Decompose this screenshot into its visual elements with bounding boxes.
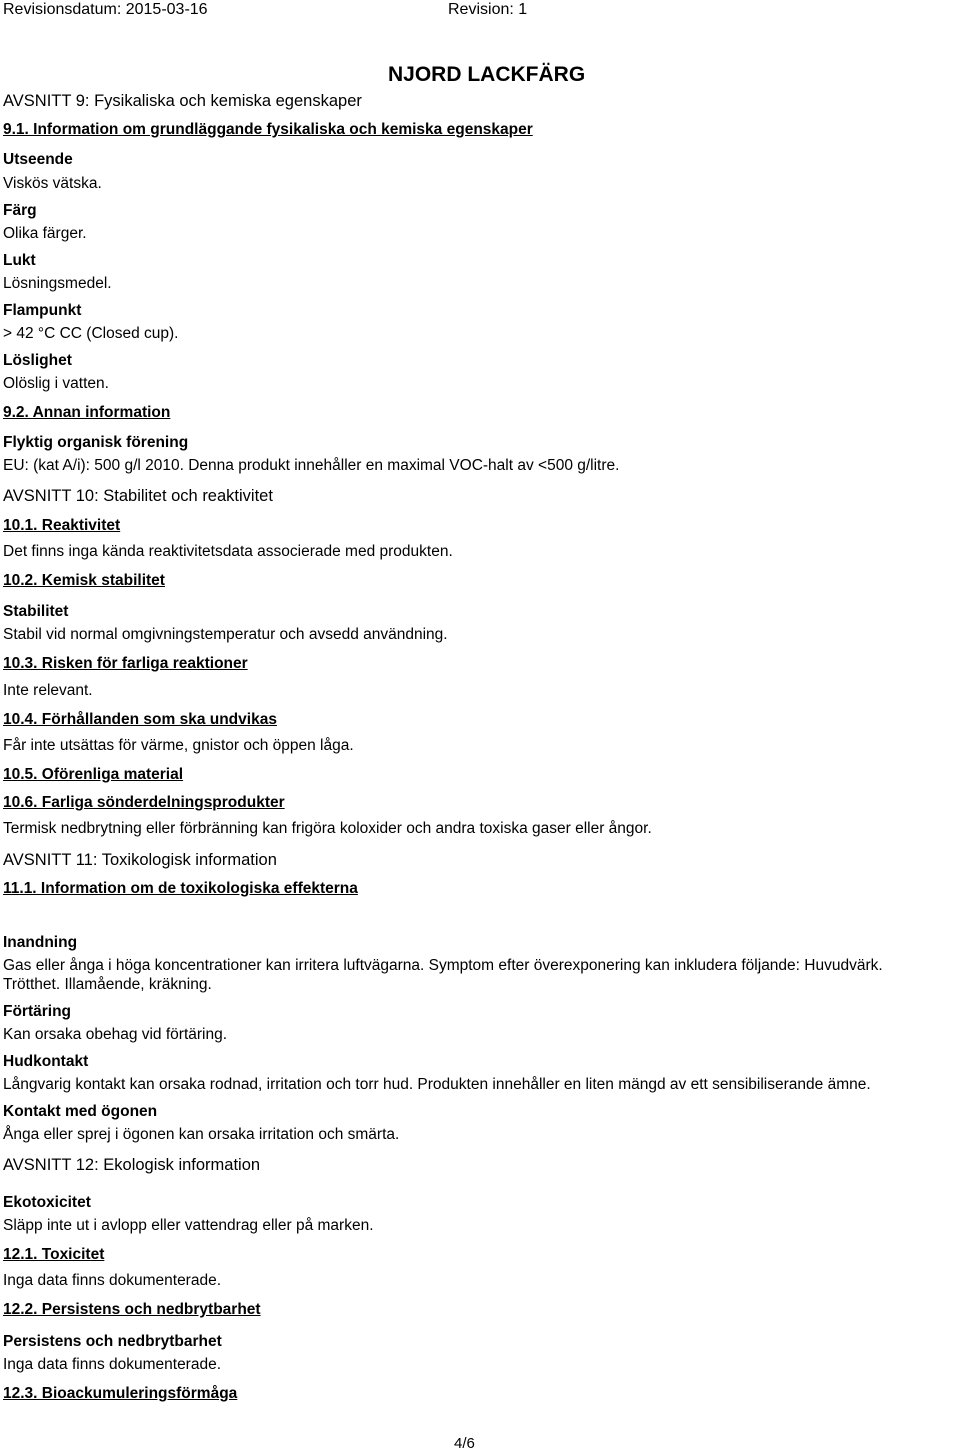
eye-contact-label: Kontakt med ögonen bbox=[3, 1103, 158, 1120]
section-11-1-heading: 11.1. Information om de toxikologiska effekterna bbox=[3, 880, 358, 897]
page-number: 4/6 bbox=[454, 1435, 475, 1452]
section-10-5-heading: 10.5. Oförenliga material bbox=[3, 766, 184, 783]
section-9-2-heading: 9.2. Annan information bbox=[3, 404, 171, 421]
flashpoint-label: Flampunkt bbox=[3, 302, 82, 319]
section-12-1-heading: 12.1. Toxicitet bbox=[3, 1246, 105, 1263]
color-label: Färg bbox=[3, 202, 37, 219]
decomposition-text: Termisk nedbrytning eller förbränning kan frigöra koloxider och andra toxiska gaser eller ångor. bbox=[3, 820, 652, 837]
eye-contact-text: Ånga eller sprej i ögonen kan orsaka irritation och smärta. bbox=[3, 1126, 400, 1143]
skin-contact-text: Långvarig kontakt kan orsaka rodnad, irritation och torr hud. Produkten innehåller en liten mängd av ett sensibiliserande ämne. bbox=[3, 1076, 871, 1093]
revision-number: Revision: 1 bbox=[448, 1, 528, 18]
voc-label: Flyktig organisk förening bbox=[3, 434, 189, 451]
section-10-2-heading: 10.2. Kemisk stabilitet bbox=[3, 572, 165, 589]
section-10-4-heading: 10.4. Förhållanden som ska undvikas bbox=[3, 711, 277, 728]
section-9-title: AVSNITT 9: Fysikaliska och kemiska egenskaper bbox=[3, 92, 362, 110]
section-9-1-heading: 9.1. Information om grundläggande fysikaliska och kemiska egenskaper bbox=[3, 121, 533, 138]
inhalation-text-line-2: Trötthet. Illamående, kräkning. bbox=[3, 976, 212, 993]
ecotoxicity-label: Ekotoxicitet bbox=[3, 1194, 91, 1211]
section-10-title: AVSNITT 10: Stabilitet och reaktivitet bbox=[3, 487, 273, 505]
voc-value: EU: (kat A/i): 500 g/l 2010. Denna produkt innehåller en maximal VOC-halt av <500 g/litre. bbox=[3, 457, 620, 474]
odor-label: Lukt bbox=[3, 252, 36, 269]
odor-value: Lösningsmedel. bbox=[3, 275, 112, 292]
section-12-title: AVSNITT 12: Ekologisk information bbox=[3, 1156, 261, 1174]
section-10-1-heading: 10.1. Reaktivitet bbox=[3, 517, 121, 534]
conditions-to-avoid-text: Får inte utsättas för värme, gnistor och öppen låga. bbox=[3, 737, 354, 754]
section-12-2-heading: 12.2. Persistens och nedbrytbarhet bbox=[3, 1301, 261, 1318]
flashpoint-value: > 42 °C CC (Closed cup). bbox=[3, 325, 179, 342]
appearance-label: Utseende bbox=[3, 151, 73, 168]
stability-label: Stabilitet bbox=[3, 603, 69, 620]
ingestion-label: Förtäring bbox=[3, 1003, 72, 1020]
inhalation-text-line-1: Gas eller ånga i höga koncentrationer kan irritera luftvägarna. Symptom efter överexponering kan inkludera följande: Huvudvärk. bbox=[3, 957, 883, 974]
toxicity-text: Inga data finns dokumenterade. bbox=[3, 1272, 222, 1289]
section-10-3-heading: 10.3. Risken för farliga reaktioner bbox=[3, 655, 248, 672]
reactivity-text: Det finns inga kända reaktivitetsdata associerade med produkten. bbox=[3, 543, 453, 560]
section-12-3-heading: 12.3. Bioackumuleringsförmåga bbox=[3, 1385, 238, 1402]
hazardous-reactions-text: Inte relevant. bbox=[3, 682, 93, 699]
solubility-label: Löslighet bbox=[3, 352, 72, 369]
inhalation-label: Inandning bbox=[3, 934, 78, 951]
skin-contact-label: Hudkontakt bbox=[3, 1053, 89, 1070]
persistence-text: Inga data finns dokumenterade. bbox=[3, 1356, 222, 1373]
ingestion-text: Kan orsaka obehag vid förtäring. bbox=[3, 1026, 228, 1043]
ecotoxicity-text: Släpp inte ut i avlopp eller vattendrag eller på marken. bbox=[3, 1217, 374, 1234]
stability-text: Stabil vid normal omgivningstemperatur och avsedd användning. bbox=[3, 626, 448, 643]
section-11-title: AVSNITT 11: Toxikologisk information bbox=[3, 851, 277, 869]
color-value: Olika färger. bbox=[3, 225, 87, 242]
appearance-value: Viskös vätska. bbox=[3, 175, 102, 192]
product-title: NJORD LACKFÄRG bbox=[388, 63, 586, 86]
section-10-6-heading: 10.6. Farliga sönderdelningsprodukter bbox=[3, 794, 285, 811]
persistence-label: Persistens och nedbrytbarhet bbox=[3, 1333, 222, 1350]
solubility-value: Olöslig i vatten. bbox=[3, 375, 109, 392]
revision-date: Revisionsdatum: 2015-03-16 bbox=[3, 1, 208, 18]
